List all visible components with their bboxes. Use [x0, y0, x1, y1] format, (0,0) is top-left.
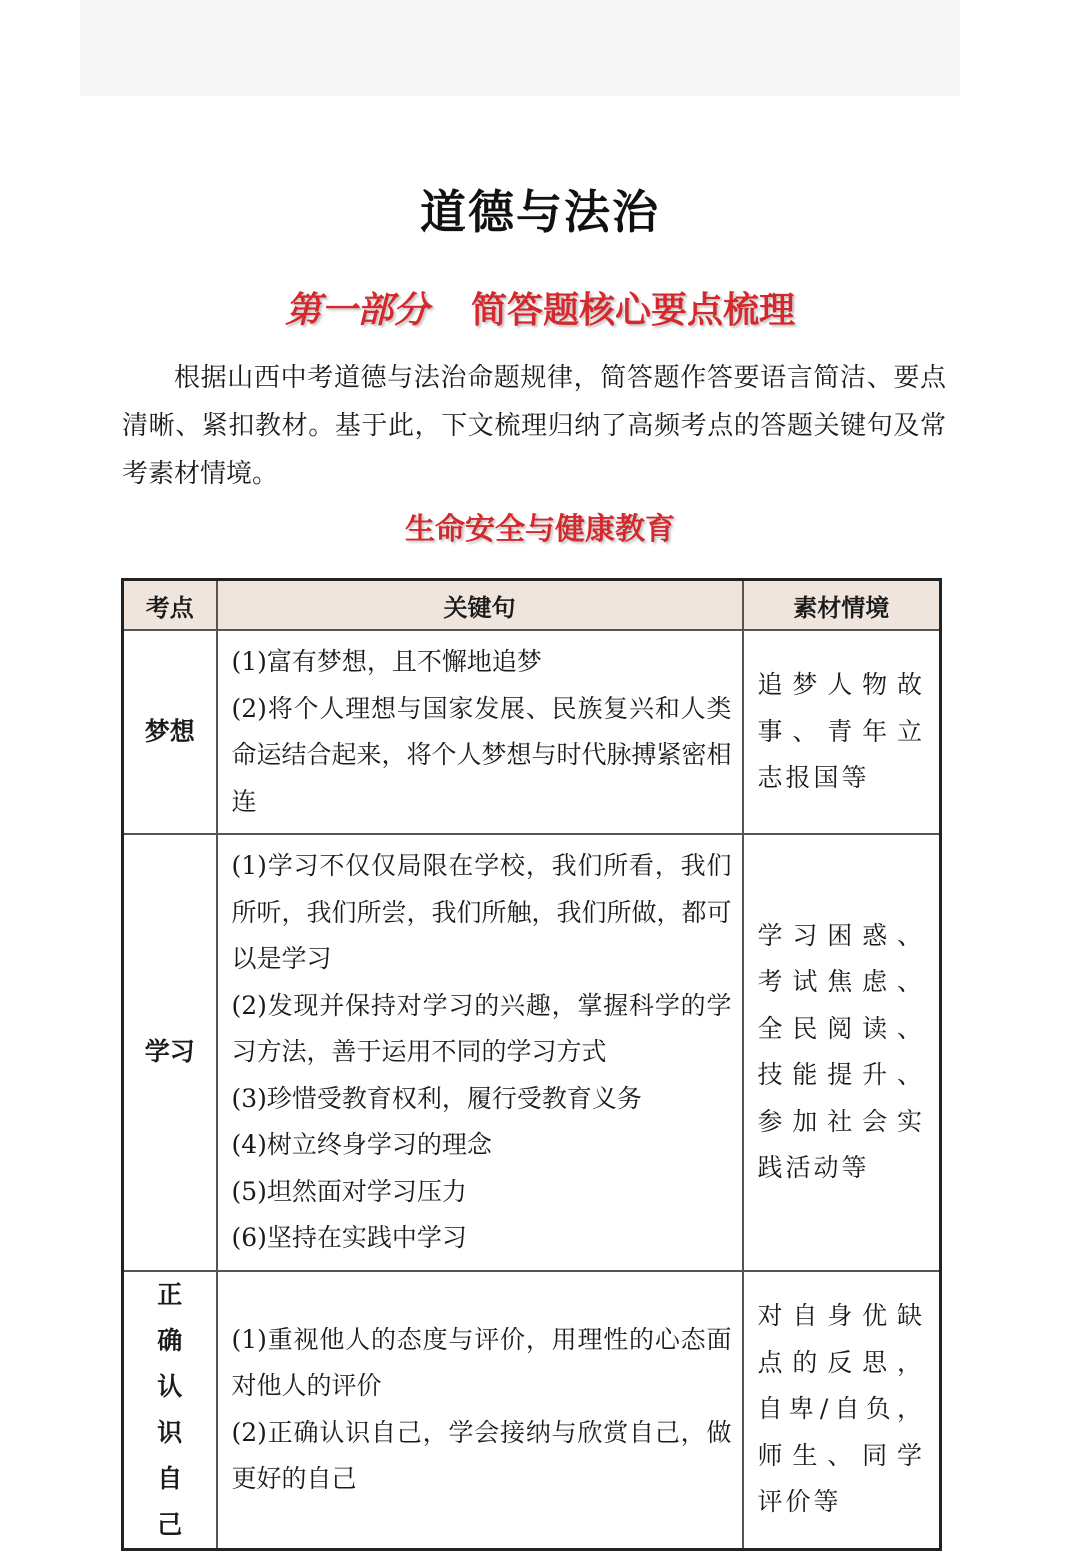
material-text: 对自身优缺点的反思，自卑/自负，师生、同学评价等 [757, 1301, 925, 1517]
topic-cell: 学习 [123, 834, 217, 1271]
topic-cell: 梦想 [123, 630, 217, 834]
key-point: (1)富有梦想，且不懈地追梦 [231, 647, 542, 676]
material-cell [743, 1271, 941, 1550]
section-part-label: 第一部分 [284, 289, 429, 331]
top-margin-band [80, 0, 960, 96]
key-point: (5)坦然面对学习压力 [231, 1176, 467, 1206]
key-point: (1)重视他人的态度与评价，用理性的心态面对他人的评价 [231, 1324, 732, 1400]
page-title: 道德与法治 [420, 185, 660, 239]
key-point: (2)将个人理想与国家发展、民族复兴和人类命运结合起来，将个人梦想与时代脉搏紧密相连 [231, 693, 732, 816]
key-point: (2)正确认识自己，学会接纳与欣赏自己，做更好的自己 [231, 1417, 732, 1493]
header-key-sentences: 关键句 [217, 580, 743, 631]
table-header-row [123, 580, 941, 631]
key-points-cell [217, 630, 743, 834]
key-points-cell [217, 834, 743, 1271]
key-points-cell [217, 1271, 743, 1550]
intro-paragraph: 根据山西中考道德与法治命题规律，简答题作答要语言简洁、要点清晰、紧扣教材。基于此，下文梳理归纳了高频考点的答题关键句及常考素材情境。 [122, 363, 946, 489]
header-material: 素材情境 [743, 580, 941, 631]
section-heading [0, 282, 1080, 333]
key-point: (4)树立终身学习的理念 [231, 1130, 492, 1159]
key-point: (2)发现并保持对学习的兴趣，掌握科学的学习方法，善于运用不同的学习方式 [231, 990, 732, 1066]
material-cell [743, 630, 941, 834]
key-point: (3)珍惜受教育权利，履行受教育义务 [231, 1083, 642, 1113]
key-point: (1)学习不仅仅局限在学校，我们所看，我们所听，我们所尝，我们所触，我们所做，都可以是学习 [231, 851, 732, 973]
material-cell [743, 834, 941, 1271]
table-row [123, 1271, 941, 1550]
table-row [123, 630, 941, 834]
sub-heading: 生命安全与健康教育 [405, 512, 675, 547]
key-point: (6)坚持在实践中学习 [231, 1223, 467, 1252]
key-points-table [121, 578, 942, 1551]
material-text: 学习困惑、考试焦虑、全民阅读、技能提升、参加社会实践活动等 [757, 920, 925, 1183]
section-heading-text: 简答题核心要点梳理 [471, 290, 796, 331]
header-topic: 考点 [123, 580, 217, 631]
table-row [123, 834, 941, 1271]
material-text: 追梦人物故事、青年立志报国等 [757, 670, 925, 793]
topic-cell: 正确认识自己 [123, 1271, 217, 1550]
